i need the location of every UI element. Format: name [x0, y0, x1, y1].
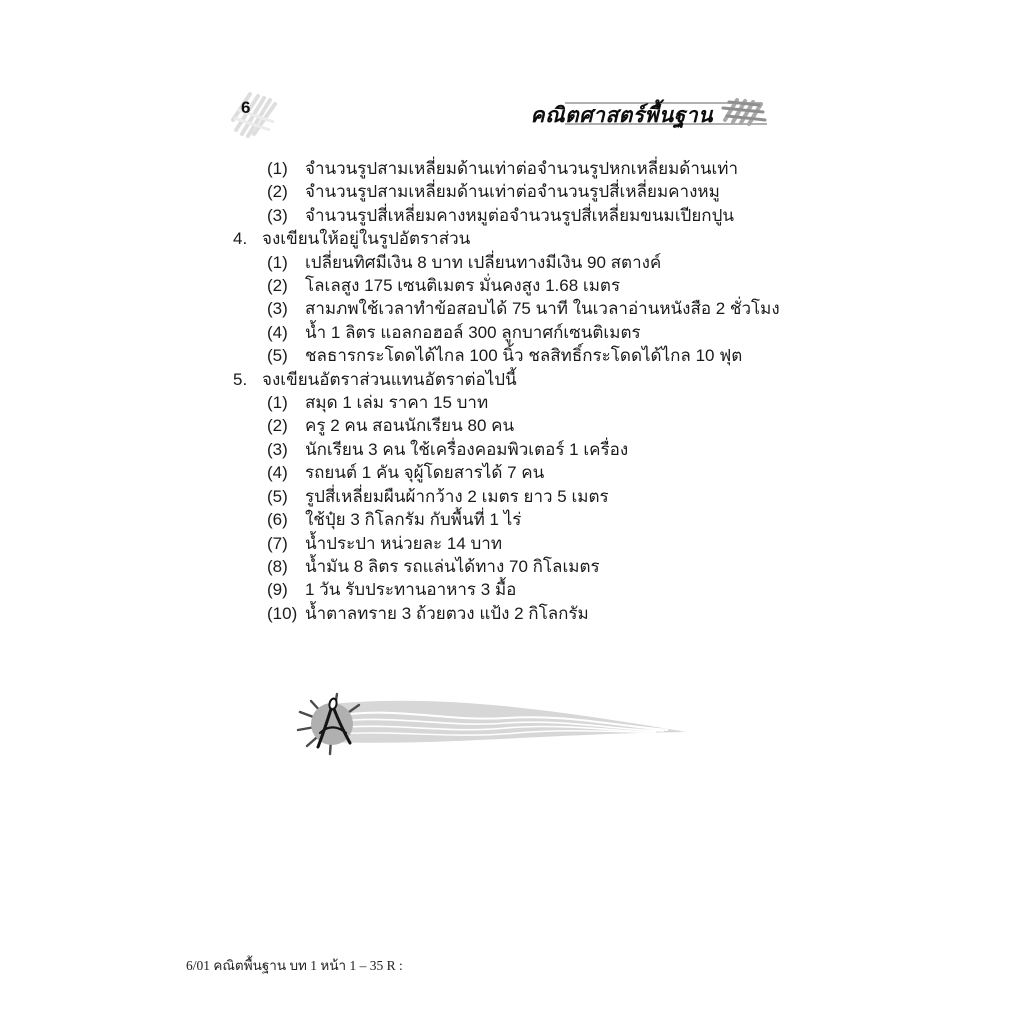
question-title: จงเขียนอัตราส่วนแทนอัตราต่อไปนี้ — [262, 369, 517, 389]
header-title-block — [530, 98, 767, 130]
item-text: น้ำมัน 8 ลิตร รถแล่นได้ทาง 70 กิโลเมตร — [305, 556, 600, 576]
item-label: (10) — [267, 603, 298, 623]
pencil-scribble-icon — [717, 94, 769, 130]
exercise-item — [233, 344, 813, 367]
question-number: 4. — [233, 229, 248, 249]
exercise-item — [233, 578, 813, 601]
item-label: (5) — [267, 346, 288, 366]
question-title: จงเขียนให้อยู่ในรูปอัตราส่วน — [262, 229, 471, 249]
exercise-item — [233, 414, 813, 437]
item-text: ชลธารกระโดดได้ไกล 100 นิ้ว ชลสิทธิ์กระโดดได้ไกล 10 ฟุต — [305, 346, 743, 366]
item-text: จำนวนรูปสามเหลี่ยมด้านเท่าต่อจำนวนรูปสี่เหลี่ยมคางหมู — [305, 182, 720, 202]
question-number: 5. — [233, 369, 248, 389]
exercise-item — [233, 274, 813, 297]
item-text: จำนวนรูปสี่เหลี่ยมคางหมูต่อจำนวนรูปสี่เหลี่ยมขนมเปียกปูน — [305, 205, 734, 225]
item-text: น้ำประปา หน่วยละ 14 บาท — [305, 533, 503, 553]
item-text: ครู 2 คน สอนนักเรียน 80 คน — [305, 416, 515, 436]
exercise-item — [233, 555, 813, 578]
item-label: (2) — [267, 182, 288, 202]
footer-text: 6/01 คณิตพื้นฐาน บท 1 หน้า 1 – 35 R : — [186, 958, 403, 973]
item-text: น้ำ 1 ลิตร แอลกอฮอล์ 300 ลูกบาศก์เซนติเมตร — [305, 322, 641, 342]
item-label: (4) — [267, 463, 288, 483]
item-label: (3) — [267, 299, 288, 319]
item-text: สามภพใช้เวลาทำข้อสอบได้ 75 นาที ในเวลาอ่านหนังสือ 2 ชั่วโมง — [305, 299, 780, 319]
item-text: 1 วัน รับประทานอาหาร 3 มื้อ — [305, 580, 517, 600]
exercise-item — [233, 204, 813, 227]
item-label: (8) — [267, 556, 288, 576]
exercise-item — [233, 461, 813, 484]
item-label: (1) — [267, 252, 288, 272]
exercise-item — [233, 508, 813, 531]
item-text: น้ำตาลทราย 3 ถ้วยตวง แป้ง 2 กิโลกรัม — [305, 603, 589, 623]
item-label: (2) — [267, 416, 288, 436]
question-heading — [233, 227, 813, 250]
item-text: สมุด 1 เล่ม ราคา 15 บาท — [305, 393, 489, 413]
exercise-item — [233, 438, 813, 461]
item-text: นักเรียน 3 คน ใช้เครื่องคอมพิวเตอร์ 1 เครื่อง — [305, 439, 629, 459]
item-label: (6) — [267, 510, 288, 530]
item-label: (1) — [267, 393, 288, 413]
exercise-item — [233, 321, 813, 344]
exercise-item — [233, 391, 813, 414]
exercise-item — [233, 251, 813, 274]
exercise-item — [233, 532, 813, 555]
exercise-item — [233, 157, 813, 180]
item-text: เปลี่ยนทิศมีเงิน 8 บาท เปลี่ยนทางมีเงิน 90 สตางค์ — [305, 252, 662, 272]
item-label: (9) — [267, 580, 288, 600]
item-label: (2) — [267, 276, 288, 296]
drafting-compass-icon — [296, 692, 690, 758]
exercise-item — [233, 180, 813, 203]
item-label: (7) — [267, 533, 288, 553]
item-text: รูปสี่เหลี่ยมผืนผ้ากว้าง 2 เมตร ยาว 5 เมตร — [305, 486, 609, 506]
exercise-item — [233, 602, 813, 625]
exercise-item — [233, 485, 813, 508]
item-label: (1) — [267, 159, 288, 178]
item-text: โลเลสูง 175 เซนติเมตร มั่นคงสูง 1.68 เมตร — [305, 276, 621, 296]
exercise-list — [233, 157, 813, 625]
item-label: (5) — [267, 486, 288, 506]
item-text: ใช้ปุ๋ย 3 กิโลกรัม กับพื้นที่ 1 ไร่ — [305, 510, 522, 530]
page-number: 6 — [241, 98, 251, 117]
item-text: จำนวนรูปสามเหลี่ยมด้านเท่าต่อจำนวนรูปหกเหลี่ยมด้านเท่า — [305, 159, 739, 178]
item-label: (4) — [267, 322, 288, 342]
hatch-scribble-icon — [228, 90, 284, 140]
exercise-item — [233, 297, 813, 320]
item-text: รถยนต์ 1 คัน จุผู้โดยสารได้ 7 คน — [305, 463, 545, 483]
question-heading — [233, 368, 813, 391]
page-number-block — [228, 90, 290, 142]
item-label: (3) — [267, 205, 288, 225]
header-title: คณิตศาสตร์พื้นฐาน — [530, 104, 713, 127]
item-label: (3) — [267, 439, 288, 459]
